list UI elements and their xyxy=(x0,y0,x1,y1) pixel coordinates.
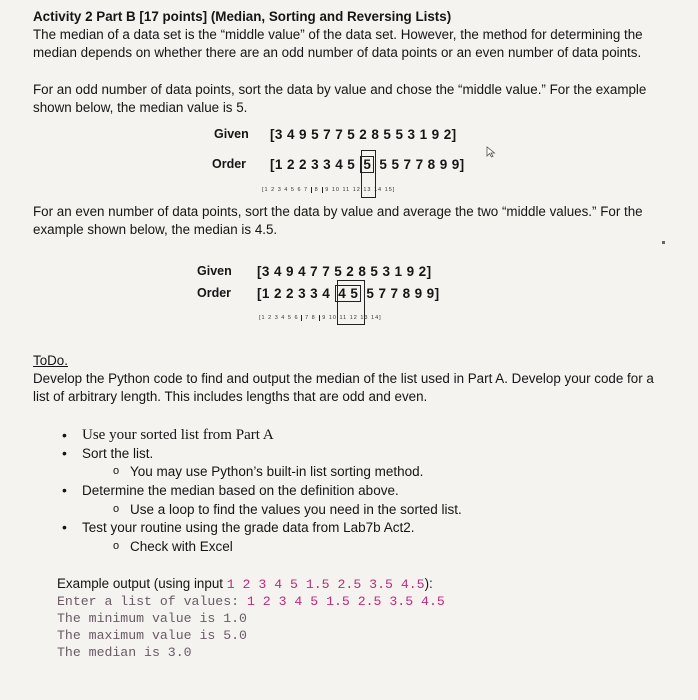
activity-title: Activity 2 Part B [17 points] (Median, Sorting and Reversing Lists) xyxy=(33,9,452,24)
even-order-left: [1 2 2 3 3 4 xyxy=(257,286,331,301)
example-intro-end: ): xyxy=(424,576,433,591)
example-intro xyxy=(57,576,433,592)
odd-index-median: 8 xyxy=(311,187,323,193)
example-median-line: The median is 3.0 xyxy=(57,645,192,660)
todo-heading: ToDo. xyxy=(33,353,68,368)
even-order-label: Order xyxy=(197,286,232,300)
even-given-sequence: [3 4 9 4 7 7 5 2 8 5 3 1 9 2] xyxy=(257,264,432,279)
intro-line-2: median depends on whether there are an odd number of data points or an even number of data points. xyxy=(33,45,642,60)
even-median-highlight-box xyxy=(337,280,365,325)
example-prompt: Enter a list of values: xyxy=(57,594,247,609)
bullet-dot-icon: • xyxy=(62,445,67,461)
even-index-right: 9 10 11 12 13 14] xyxy=(322,315,382,321)
mouse-pointer-icon xyxy=(486,146,496,158)
sub-bullet-circle-icon: o xyxy=(113,503,120,515)
even-index-left: [1 2 3 4 5 6 xyxy=(259,315,299,321)
intro-line-1: The median of a data set is the “middle value” of the data set. However, the method for determining the xyxy=(33,27,643,42)
example-prompt-input: 1 2 3 4 5 1.5 2.5 3.5 4.5 xyxy=(246,594,445,609)
example-min-line: The minimum value is 1.0 xyxy=(57,611,247,626)
bullet-test-routine: Test your routine using the grade data from Lab7b Act2. xyxy=(82,520,415,535)
odd-order-median-box: 5 xyxy=(360,156,374,173)
todo-line-1: Develop the Python code to find and output the median of the list used in Part A. Develop your code for a xyxy=(33,371,654,386)
odd-order-left: [1 2 2 3 3 4 5 xyxy=(270,157,356,172)
odd-order-right: 5 5 7 7 8 9 9] xyxy=(379,157,465,172)
odd-explanation-line-2: shown below, the median value is 5. xyxy=(33,100,248,115)
sub-bullet-excel: Check with Excel xyxy=(130,539,233,554)
odd-order-label: Order xyxy=(212,157,247,171)
even-explanation-line-2: example shown below, the median is 4.5. xyxy=(33,222,278,237)
sub-bullet-use-loop: Use a loop to find the values you need in the sorted list. xyxy=(130,502,462,517)
odd-index-left: [1 2 3 4 5 6 7 xyxy=(262,187,309,193)
example-max-line: The maximum value is 5.0 xyxy=(57,628,247,643)
bullet-sort-list: Sort the list. xyxy=(82,446,154,461)
odd-explanation-line-1: For an odd number of data points, sort the data by value and chose the “middle value.” For the example xyxy=(33,82,647,97)
odd-index-right: 9 10 11 12 13 14 15] xyxy=(325,187,396,193)
bullet-determine-median: Determine the median based on the definition above. xyxy=(82,483,399,498)
sub-bullet-circle-icon: o xyxy=(113,465,120,477)
even-explanation-line-1: For an even number of data points, sort the data by value and average the two “middle values.” For the xyxy=(33,204,643,219)
example-intro-text: Example output (using input xyxy=(57,576,227,591)
todo-line-2: list of arbitrary length. This includes lengths that are odd and even. xyxy=(33,389,428,404)
even-order-median-box: 4 5 xyxy=(335,285,361,302)
bullet-dot-icon: • xyxy=(62,519,67,535)
even-given-label: Given xyxy=(197,264,232,278)
odd-given-label: Given xyxy=(214,127,249,141)
sub-bullet-circle-icon: o xyxy=(113,540,120,552)
example-prompt-line xyxy=(57,594,445,609)
sub-bullet-python-sort: You may use Python’s built-in list sorting method. xyxy=(130,464,424,479)
odd-median-highlight-box xyxy=(361,150,376,198)
page-mark xyxy=(662,241,665,244)
even-order-right: 5 7 7 8 9 9] xyxy=(366,286,440,301)
example-intro-input: 1 2 3 4 5 1.5 2.5 3.5 4.5 xyxy=(226,577,425,592)
even-index-median: 7 8 xyxy=(301,315,320,321)
bullet-dot-icon: • xyxy=(62,482,67,498)
bullet-dot-icon: • xyxy=(62,427,67,443)
bullet-sorted-list: Use your sorted list from Part A xyxy=(82,427,274,443)
odd-given-sequence: [3 4 9 5 7 7 5 2 8 5 5 3 1 9 2] xyxy=(270,127,457,142)
